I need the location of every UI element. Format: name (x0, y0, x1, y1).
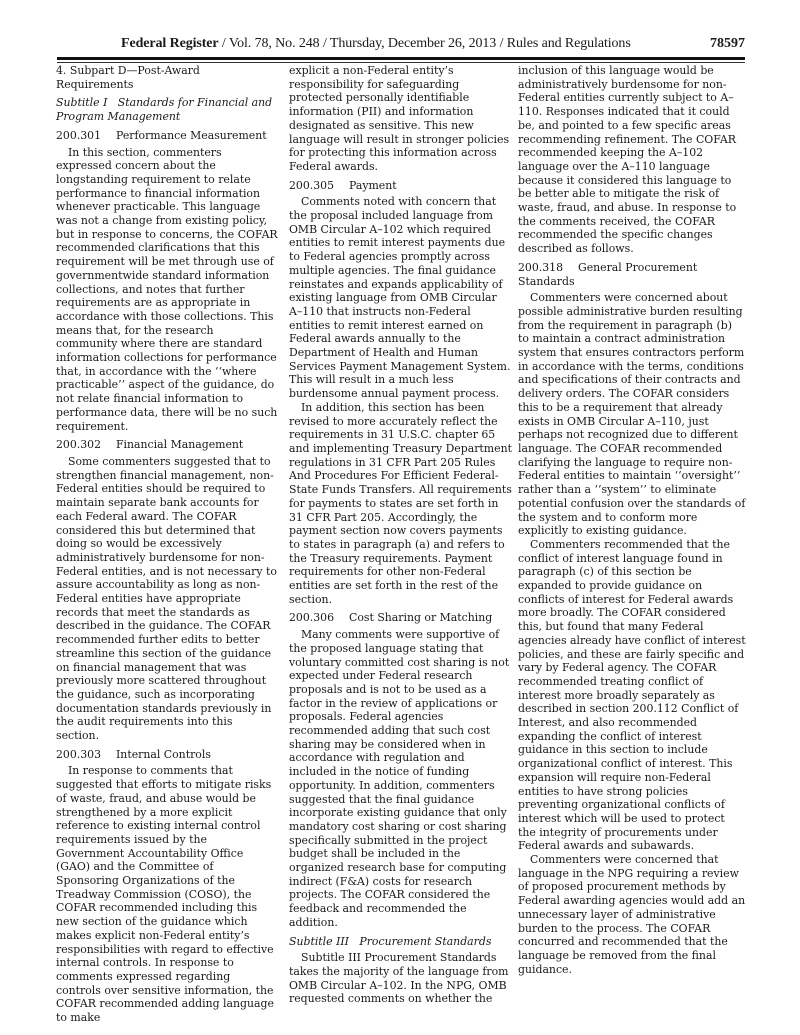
body-paragraph: In addition, this section has been revised to more accurately reflect the requirements in 31 U.S.C. chapter 65 and implementing Treasury Department regulations in 31 CFR Part 205 Rules And Procedures For Efficient Federal-State Funds Transfers. All requirements for payments to states are set forth in 31 CFR Part 205. Accordingly, the payment section now covers payments to states in paragraph (a) and refers to the Treasury requirements. Payment requirements for other non-Federal entities are set forth in the rest of the section. (289, 400, 512, 606)
header-rule-thick (57, 57, 745, 60)
body-paragraph: Commenters were concerned that language in the NPG requiring a review of proposed procurement methods by Federal awarding agencies would add an unnecessary layer of administrative burden to the process. The COFAR concurred and recommended that the language be removed from the final guidance. (518, 853, 746, 976)
part-heading: 4. Subpart D—Post-Award Requirements (56, 64, 200, 91)
section-title: General Procurement Standards (518, 260, 698, 288)
section-number: 200.301 (56, 128, 102, 142)
section-title: Cost Sharing or Matching (349, 611, 493, 625)
section-title: Internal Controls (116, 747, 211, 761)
section-number: 200.306 (289, 611, 335, 625)
section-title: Performance Measurement (116, 128, 267, 142)
section-number: 200.303 (56, 747, 102, 761)
running-head (121, 36, 631, 52)
subtitle-heading (56, 96, 278, 123)
subtitle-heading (289, 935, 513, 949)
section-number: 200.302 (56, 438, 102, 452)
section-title: Financial Management (116, 438, 244, 452)
body-paragraph: Commenters were concerned about possible administrative burden resulting from the requirement in paragraph (b) to maintain a contract administration system that ensures contractors perform in accordance with the terms, conditions and specifications of their contracts and delivery orders. The COFAR considers this to be a requirement that already exists in OMB Circular A–110, just perhaps not recognized due to different language. The COFAR recommended clarifying the language to require non-Federal entities to maintain ‘‘oversight’’ rather than a ‘‘system’’ to eliminate potential confusion over the standards of the system and to conform more explicitly to existing guidance. (518, 291, 746, 538)
subtitle-title: Procurement Standards (359, 934, 492, 948)
page-number: 78597 (710, 36, 745, 51)
body-paragraph: In response to comments that suggested that efforts to mitigate risks of waste, fraud, and abuse would be strengthened by a more explicit reference to existing internal control requirements issued by the Government Accountability Office (GAO) and the Committee of Sponsoring Organizations of the Treadway Commission (COSO), the COFAR recommended including this new section of the guidance which makes explicit non-Federal entity’s responsibilities with regard to effective internal controls. In response to comments expressed regarding controls over sensitive information, the COFAR recommended adding language to make (56, 764, 274, 1025)
section-heading (518, 261, 746, 288)
subtitle-title: Standards for Financial and Program Management (56, 96, 273, 124)
body-paragraph: explicit a non-Federal entity’s responsibility for safeguarding protected personally identifiable information (PII) and information designated as sensitive. This new language will result in stronger policies for protecting this information across Federal awards. (289, 64, 510, 173)
body-paragraph: Commenters recommended that the conflict of interest language found in paragraph (c) of this section be expanded to provide guidance on conflicts of interest for Federal awards more broadly. The COFAR considered this, but found that many Federal agencies already have conflict of interest policies, and these are fairly specific and vary by Federal agency. The COFAR recommended treating conflict of interest more broadly separately as described in section 200.112 Conflict of Interest, and also recommended expanding the conflict of interest guidance in this section to include organizational conflict of interest. This expansion will require non-Federal entities to have strong policies preventing organizational conflicts of interest which will be used to protect the integrity of procurements under Federal awards and subawards. (518, 537, 746, 853)
text-column-2 (289, 64, 513, 1006)
section-heading (289, 179, 513, 193)
section-heading (56, 129, 278, 143)
body-paragraph: Comments noted with concern that the proposal included language from OMB Circular A–102 which required entities to remit interest payments due to Federal agencies promptly across multiple agencies. The final guidance reinstates and expands applicability of existing language from OMB Circular A–110 that instructs non-Federal entities to remit interest earned on Federal awards annually to the Department of Health and Human Services Payment Management System. This will result in a much less burdensome annual payment process. (289, 195, 511, 401)
section-heading (56, 438, 278, 452)
section-heading (289, 611, 513, 625)
running-header (57, 36, 745, 54)
publication-name: Federal Register (121, 36, 219, 51)
text-column-3 (518, 64, 746, 976)
section-number: 200.305 (289, 178, 335, 192)
body-paragraph: inclusion of this language would be administratively burdensome for non-Federal entities currently subject to A–110. Responses indicated that it could be, and pointed to a few specific areas recommending refinement. The COFAR recommended keeping the A–102 language over the A–110 language because it considered this language to be better able to mitigate the risk of waste, fraud, and abuse. In response to the comments received, the COFAR recommended the specific changes described as follows. (518, 64, 737, 256)
body-paragraph: Subtitle III Procurement Standards takes the majority of the language from OMB Circular A–102. In the NPG, OMB requested comments on whether the (289, 951, 509, 1006)
section-number: 200.318 (518, 260, 564, 274)
header-rule-thin (57, 62, 745, 63)
body-paragraph: Some commenters suggested that to strengthen financial management, non-Federal entities should be required to maintain separate bank accounts for each Federal award. The COFAR considered this but determined that doing so would be excessively administratively burdensome for non-Federal entities, and is not necessary to assure accountability as long as non-Federal entities have appropriate records that meet the standards as described in the guidance. The COFAR recommended further edits to better streamline this section of the guidance on financial management that was previously more scattered throughout the guidance, such as incorporating documentation standards previously in the audit requirements into this section. (56, 454, 277, 743)
section-heading (56, 748, 278, 762)
section-title: Payment (349, 178, 397, 192)
body-paragraph: In this section, commenters expressed concern about the longstanding requirement to relate performance to financial information whenever practicable. This language was not a change from existing policy, but in response to concerns, the COFAR recommended clarifications that this requirement will be met through use of governmentwide standard information collections, and notes that further requirements are as appropriate in accordance with those collections. This means that, for the research community where there are standard information collections for performance that, in accordance with the ‘‘where practicable’’ aspect of the guidance, do not relate financial information to performance data, there will be no such requirement. (56, 145, 278, 433)
issue-details: / Vol. 78, No. 248 / Thursday, December 26, 2013 / Rules and Regulations (218, 36, 631, 51)
subtitle-label: Subtitle III (289, 934, 349, 948)
text-column-1 (56, 64, 278, 1025)
subtitle-label: Subtitle I (56, 96, 108, 110)
body-paragraph: Many comments were supportive of the proposed language stating that voluntary committed cost sharing is not expected under Federal research proposals and is not to be used as a factor in the review of applications or proposals. Federal agencies recommended adding that such cost sharing may be considered when in accordance with regulation and included in the notice of funding opportunity. In addition, commenters suggested that the final guidance incorporate existing guidance that only mandatory cost sharing or cost sharing specifically submitted in the project budget shall be included in the organized research base for computing indirect (F&A) costs for research projects. The COFAR considered the feedback and recommended the addition. (289, 628, 510, 929)
